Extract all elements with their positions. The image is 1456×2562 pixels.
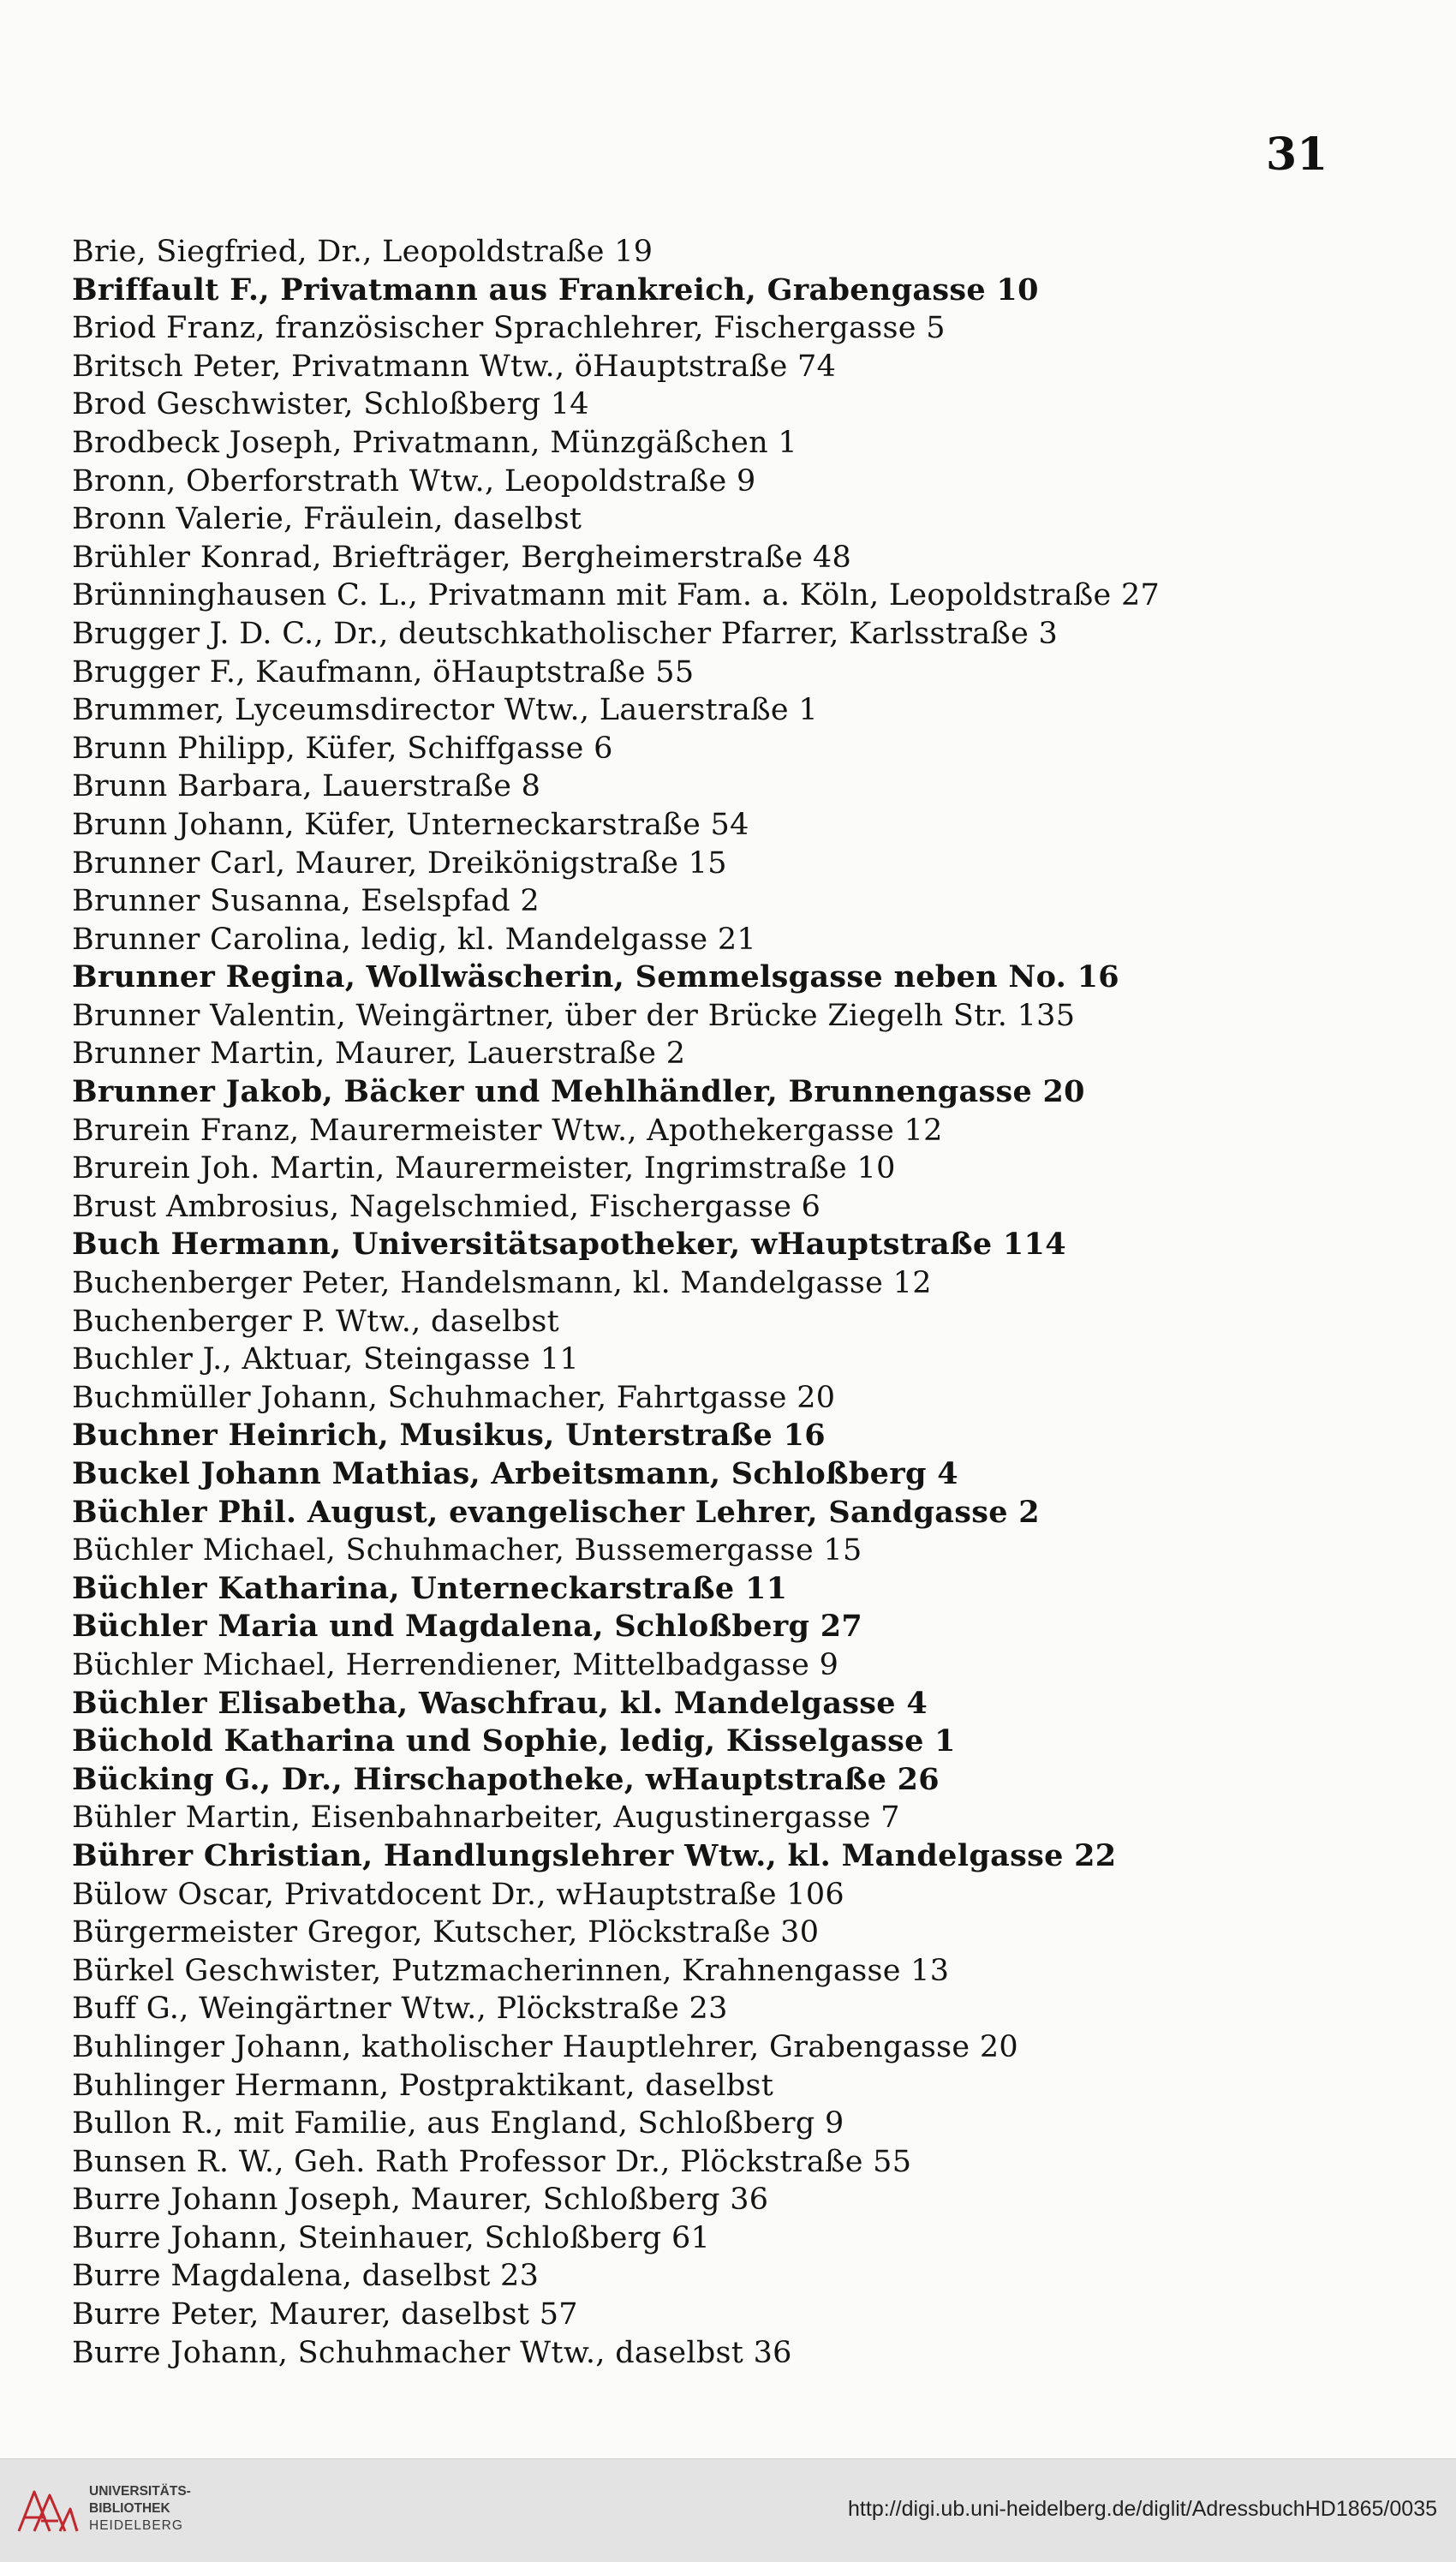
source-url-link[interactable]: http://digi.ub.uni-heidelberg.de/diglit/AdressbuchHD1865/0035	[848, 2497, 1437, 2521]
address-entry: Büchold Katharina und Sophie, ledig, Kisselgasse 1	[72, 1723, 956, 1759]
address-entry: Bullon R., mit Familie, aus England, Schloßberg 9	[72, 2106, 844, 2141]
address-entry: Büchler Maria und Magdalena, Schloßberg 27	[72, 1609, 863, 1645]
address-entry: Büchler Michael, Herrendiener, Mittelbadgasse 9	[72, 1647, 839, 1682]
address-entry: Brunner Susanna, Eselspfad 2	[72, 884, 540, 919]
page-number: 31	[1266, 128, 1328, 181]
address-entry: Bronn Valerie, Fräulein, daselbst	[72, 502, 582, 537]
address-entry: Brunner Martin, Maurer, Lauerstraße 2	[72, 1036, 686, 1072]
address-entry: Brugger J. D. C., Dr., deutschkatholischer Pfarrer, Karlsstraße 3	[72, 616, 1059, 651]
address-entry: Brühler Konrad, Briefträger, Bergheimerstraße 48	[72, 540, 852, 575]
address-entry: Brunner Carl, Maurer, Dreikönigstraße 15	[72, 845, 727, 881]
address-entry: Brust Ambrosius, Nagelschmied, Fischergasse 6	[72, 1189, 821, 1224]
institution-name: UNIVERSITÄTS- BIBLIOTHEK HEIDELBERG	[89, 2484, 191, 2533]
address-entry: Bunsen R. W., Geh. Rath Professor Dr., Plöckstraße 55	[72, 2144, 912, 2179]
address-entry: Bülow Oscar, Privatdocent Dr., wHauptstraße 106	[72, 1877, 845, 1912]
address-entry: Briffault F., Privatmann aus Frankreich, Grabengasse 10	[72, 272, 1039, 308]
address-entry: Brod Geschwister, Schloßberg 14	[72, 387, 589, 422]
address-entry: Buckel Johann Mathias, Arbeitsmann, Schloßberg 4	[72, 1456, 958, 1491]
address-entry: Bührer Christian, Handlungslehrer Wtw., kl. Mandelgasse 22	[72, 1837, 1117, 1873]
address-entry: Brunn Philipp, Küfer, Schiffgasse 6	[72, 731, 613, 766]
address-entry: Brunn Barbara, Lauerstraße 8	[72, 769, 541, 804]
heidelberg-library-logo-icon	[15, 2483, 81, 2538]
address-entry: Buchenberger P. Wtw., daselbst	[72, 1304, 559, 1339]
address-entry: Buchmüller Johann, Schuhmacher, Fahrtgasse 20	[72, 1380, 836, 1415]
address-entry: Bürgermeister Gregor, Kutscher, Plöckstraße 30	[72, 1915, 820, 1950]
address-entry: Burre Johann, Schuhmacher Wtw., daselbst 36	[72, 2335, 792, 2370]
address-entry: Britsch Peter, Privatmann Wtw., öHauptstraße 74	[72, 349, 837, 384]
address-entry: Brurein Joh. Martin, Maurermeister, Ingrimstraße 10	[72, 1151, 896, 1186]
address-entry: Burre Johann, Steinhauer, Schloßberg 61	[72, 2220, 711, 2255]
address-entry: Burre Magdalena, daselbst 23	[72, 2259, 540, 2294]
address-entry: Brodbeck Joseph, Privatmann, Münzgäßchen 1	[72, 425, 797, 460]
address-entry: Buch Hermann, Universitätsapotheker, wHauptstraße 114	[72, 1227, 1066, 1263]
address-entry: Brie, Siegfried, Dr., Leopoldstraße 19	[72, 235, 653, 269]
address-entry: Brunn Johann, Küfer, Unterneckarstraße 54	[72, 807, 749, 842]
address-entry: Büchler Phil. August, evangelischer Lehrer, Sandgasse 2	[72, 1494, 1040, 1530]
address-entry: Briod Franz, französischer Sprachlehrer, Fischergasse 5	[72, 311, 946, 346]
address-entry: Bronn, Oberforstrath Wtw., Leopoldstraße 9	[72, 463, 756, 499]
address-entry: Buhlinger Hermann, Postpraktikant, daselbst	[72, 2068, 774, 2103]
address-entry: Brurein Franz, Maurermeister Wtw., Apothekergasse 12	[72, 1113, 943, 1148]
address-entry: Brunner Valentin, Weingärtner, über der Brücke Ziegelh Str. 135	[72, 998, 1076, 1033]
address-entry: Burre Johann Joseph, Maurer, Schloßberg 36	[72, 2183, 769, 2218]
address-entry: Brunner Regina, Wollwäscherin, Semmelsgasse neben No. 16	[72, 959, 1119, 995]
address-entry: Bühler Martin, Eisenbahnarbeiter, Augustinergasse 7	[72, 1801, 900, 1836]
address-entry: Bücking G., Dr., Hirschapotheke, wHauptstraße 26	[72, 1761, 940, 1797]
address-entry: Büchler Elisabetha, Waschfrau, kl. Mandelgasse 4	[72, 1685, 928, 1721]
address-entry: Brunner Jakob, Bäcker und Mehlhändler, Brunnengasse 20	[72, 1074, 1085, 1110]
address-entry: Buchner Heinrich, Musikus, Unterstraße 16	[72, 1418, 826, 1454]
address-entry: Büchler Katharina, Unterneckarstraße 11	[72, 1570, 788, 1606]
address-entry: Bürkel Geschwister, Putzmacherinnen, Krahnengasse 13	[72, 1953, 950, 1988]
address-entry: Buchenberger Peter, Handelsmann, kl. Mandelgasse 12	[72, 1266, 932, 1301]
address-entry: Buhlinger Johann, katholischer Hauptlehrer, Grabengasse 20	[72, 2029, 1018, 2064]
address-entry: Brugger F., Kaufmann, öHauptstraße 55	[72, 654, 695, 690]
address-entry: Buff G., Weingärtner Wtw., Plöckstraße 23	[72, 1992, 728, 2027]
address-entry: Brünninghausen C. L., Privatmann mit Fam. a. Köln, Leopoldstraße 27	[72, 578, 1161, 613]
address-entry: Brummer, Lyceumsdirector Wtw., Lauerstraße 1	[72, 693, 818, 728]
viewer-footer	[0, 2458, 1456, 2562]
address-entry: Buchler J., Aktuar, Steingasse 11	[72, 1342, 579, 1377]
address-entry: Burre Peter, Maurer, daselbst 57	[72, 2297, 578, 2332]
address-entry: Büchler Michael, Schuhmacher, Bussemergasse 15	[72, 1533, 862, 1568]
address-entry: Brunner Carolina, ledig, kl. Mandelgasse 21	[72, 922, 756, 957]
address-entry-list	[72, 233, 1331, 2372]
